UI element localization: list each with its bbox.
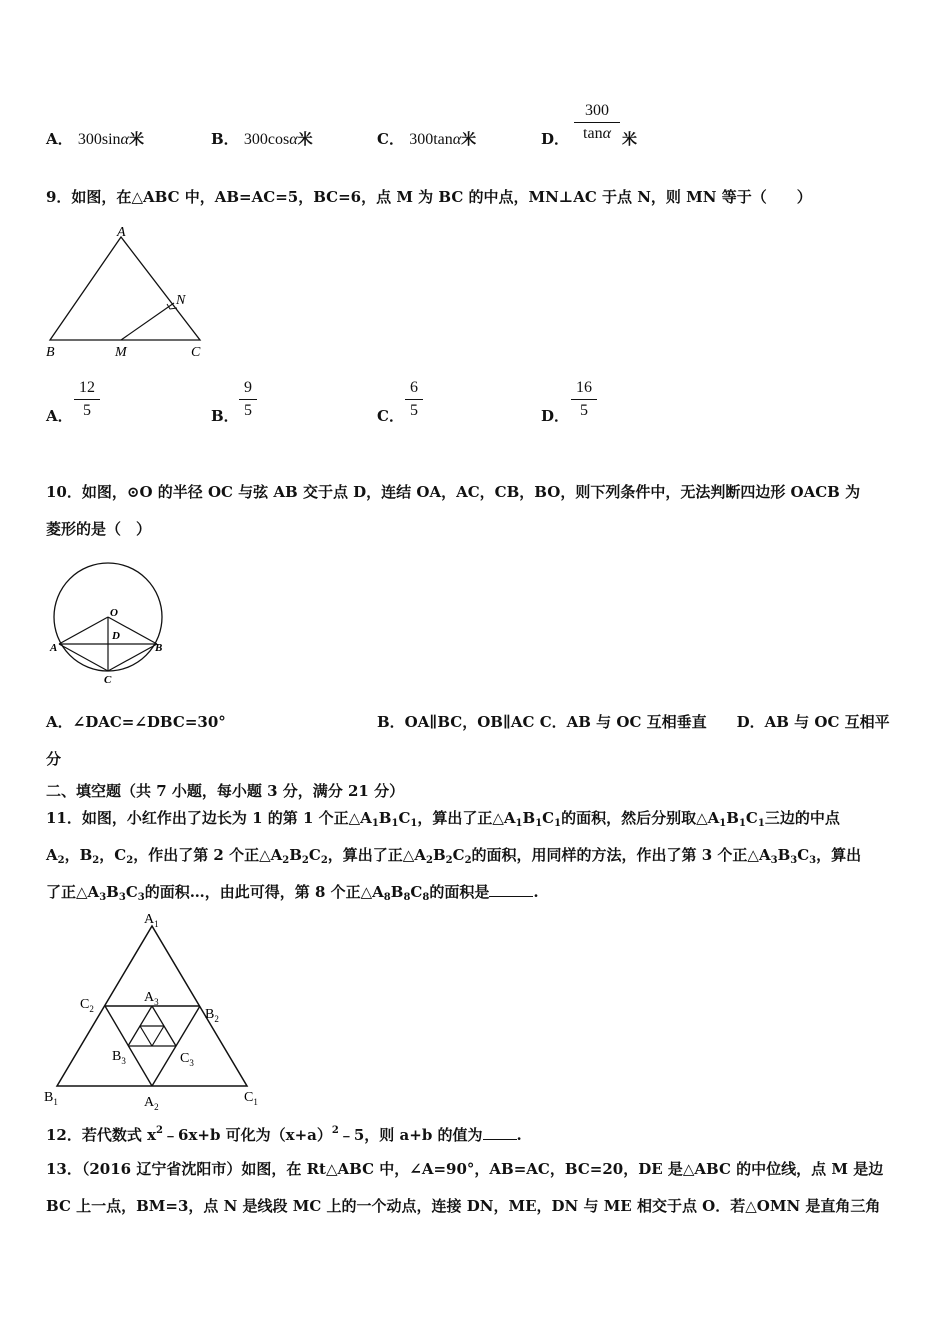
label-b2: $B_2$ — [205, 1007, 219, 1024]
q9-option-a-label: A． — [46, 407, 73, 425]
option-label: C． — [377, 130, 404, 148]
label-b: B — [155, 642, 163, 654]
q11-text-line1: 11．如图，小红作出了边长为 1 的第 1 个正$\triangle A_1B_1C_1$，算出了正$\triangle A_1B_1C_1$的面积，然后分别取$\triangle A_1B_1C_1$三边的中点 — [46, 809, 840, 829]
label-b1: $B_1$ — [44, 1090, 58, 1107]
text-segment: 三边的中点 — [764, 809, 840, 827]
answer-blank — [489, 896, 533, 897]
option-unit: 米 — [128, 130, 144, 148]
fraction-denominator: 5 — [580, 402, 588, 419]
fraction-denominator: tan — [583, 125, 603, 142]
q10-text-line2: 菱形的是（ ） — [46, 520, 152, 538]
fraction-numerator: 16 — [571, 377, 597, 400]
fraction-numerator: 6 — [405, 377, 423, 400]
q13-text-line1: 13．（2016 辽宁省沈阳市）如图，在 Rt△ABC 中，∠A=90°，AB=AC，BC=20，DE 是△ABC 的中位线，点 M 是边 — [46, 1160, 884, 1178]
q11-nested-triangles-figure — [40, 908, 270, 1113]
label-a3: $A_3$ — [144, 990, 159, 1007]
option-var: α — [452, 131, 462, 148]
q9-triangle-figure — [40, 222, 215, 362]
q9-option-c-fraction — [405, 377, 423, 422]
q8-option-d-unit: 米 — [622, 130, 638, 148]
q8-option-a — [46, 128, 144, 149]
text-segment: A — [46, 846, 58, 864]
label-b: B — [46, 345, 55, 360]
label-m: M — [115, 345, 127, 360]
text-segment: ﹣5，则 a+b 的值为 — [338, 1126, 483, 1144]
q10-circle-figure — [46, 560, 174, 688]
option-label: D． — [541, 130, 570, 148]
q9-option-c-label: C． — [377, 407, 404, 425]
q9-option-a-fraction — [74, 377, 100, 422]
q9-text: 9．如图，在△ABC 中，AB=AC=5，BC=6，点 M 为 BC 的中点，MN⊥AC 于点 N，则 MN 等于（ ） — [46, 188, 812, 206]
text-segment: 的面积…，由此可得，第 8 个正△A — [144, 883, 384, 901]
q11-text-line3: 了正$\triangle A_3B_3C_3$的面积…，由此可得，第 8 个正$\triangle A_8B_8C_8$的面积是 . — [46, 883, 539, 903]
q8-option-d-label — [541, 128, 569, 149]
option-expr: 300tan — [409, 131, 453, 148]
fraction-numerator: 9 — [239, 377, 257, 400]
q10-option-wrap: 分 — [46, 750, 62, 768]
label-c1: $C_1$ — [244, 1090, 258, 1107]
text-segment: ，算出 — [816, 846, 862, 864]
label-a1: $A_1$ — [144, 912, 159, 929]
option-label: B． — [211, 130, 239, 148]
text-segment: 11．如图，小红作出了边长为 1 的第 1 个正△A — [46, 809, 372, 827]
answer-blank — [483, 1139, 517, 1140]
q10-text-line1: 10．如图，⊙O 的半径 OC 与弦 AB 交于点 D，连结 OA，AC，CB，BO，则下列条件中，无法判断四边形 OACB 为 — [46, 483, 861, 501]
fraction-denominator: 5 — [410, 402, 418, 419]
fraction-numerator: 12 — [74, 377, 100, 400]
option-label: A． — [46, 130, 73, 148]
text-segment: ，算出了正△A — [327, 846, 426, 864]
q8-option-b — [211, 128, 313, 149]
q9-option-b-fraction — [239, 377, 257, 422]
q8-option-d-fraction — [574, 100, 620, 145]
label-c2: $C_2$ — [80, 997, 94, 1014]
label-n: N — [176, 293, 186, 308]
option-expr: 300sin — [77, 131, 121, 148]
label-d: D — [112, 630, 120, 642]
fraction-denominator: 5 — [244, 402, 252, 419]
text-segment: 的面积，用同样的方法，作出了第 3 个正△A — [471, 846, 771, 864]
q9-option-b-label: B． — [211, 407, 239, 425]
q11-text-line2: $A_2$，$B_2$，$C_2$，作出了第 2 个正$\triangle A_2B_2C_2$，算出了正$\triangle A_2B_2C_2$的面积，用同样的方法，作出了第 3 个正$\triangle A_3B_3C_3$，算出 — [46, 846, 862, 866]
q10-option-a: A．∠DAC=∠DBC=30° — [46, 713, 226, 731]
q10-options-bcd: B．OA∥BC，OB∥AC C．AB 与 OC 互相垂直 D．AB 与 OC 互相平 — [377, 713, 890, 731]
text-segment: . — [516, 1126, 522, 1144]
option-unit: 米 — [297, 130, 313, 148]
label-a2: $A_2$ — [144, 1095, 159, 1112]
option-expr: 300cos — [243, 131, 290, 148]
text-segment: 了正△A — [46, 883, 100, 901]
text-segment: ，C — [99, 846, 127, 864]
label-b3: $B_3$ — [112, 1049, 126, 1066]
text-segment: . — [533, 883, 539, 901]
label-a: A — [50, 642, 58, 654]
label-o: O — [110, 607, 118, 619]
label-a: A — [117, 225, 126, 240]
option-var: α — [289, 131, 298, 148]
text-segment: ，B — [64, 846, 93, 864]
text-segment: ，作出了第 2 个正△A — [133, 846, 283, 864]
text-segment: ﹣6x+b 可化为（x+a） — [163, 1126, 332, 1144]
label-c: C — [191, 345, 201, 360]
option-var: α — [120, 131, 129, 148]
label-c: C — [104, 674, 112, 686]
text-segment: 的面积，然后分别取△A — [561, 809, 720, 827]
option-unit: 米 — [461, 130, 477, 148]
q9-option-d-label: D． — [541, 407, 570, 425]
fraction-numerator: 300 — [574, 100, 620, 123]
section-heading: 二、填空题（共 7 小题，每小题 3 分，满分 21 分） — [46, 782, 405, 800]
q13-text-line2: BC 上一点，BM=3，点 N 是线段 MC 上的一个动点，连接 DN，ME，DN 与 ME 相交于点 O．若△OMN 是直角三角 — [46, 1197, 881, 1215]
text-segment: 12．若代数式 x — [46, 1126, 157, 1144]
label-c3: $C_3$ — [180, 1051, 194, 1068]
text-segment: 的面积是 — [429, 883, 490, 901]
fraction-denominator: 5 — [83, 402, 91, 419]
fraction-var: α — [602, 125, 611, 142]
q12-text: 12．若代数式 $x^2﹣6x+b$ 可化为$(x+a)^2﹣5$，则 a+b 的值为 . — [46, 1125, 522, 1144]
q8-option-c — [377, 128, 476, 149]
q9-option-d-fraction — [571, 377, 597, 422]
text-segment: ，算出了正△A — [417, 809, 516, 827]
